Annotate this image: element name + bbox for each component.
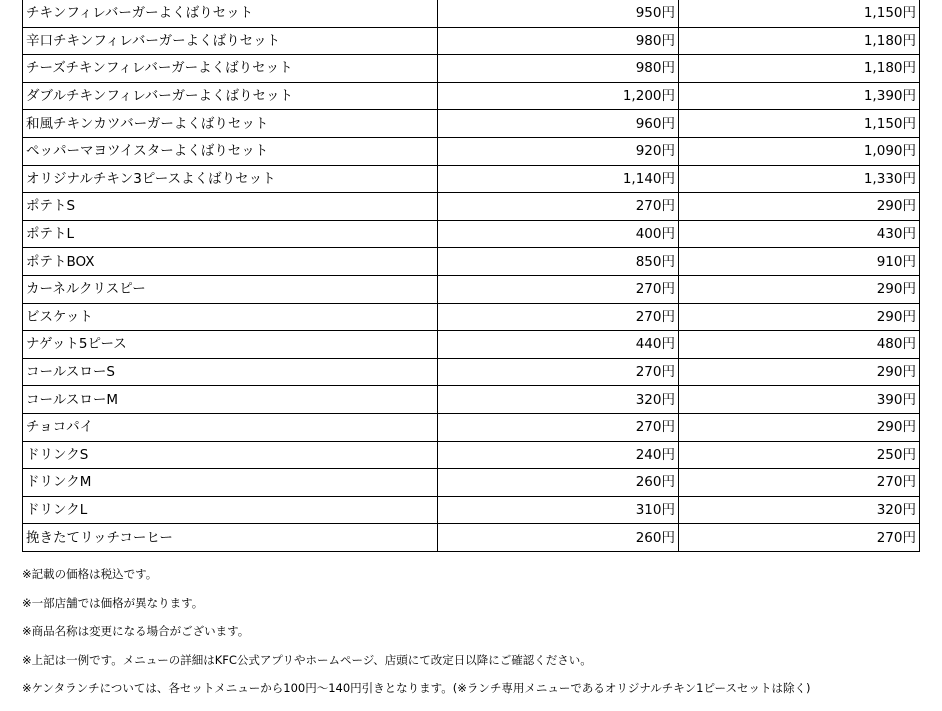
current-price-cell: 270円 xyxy=(438,275,679,303)
current-price-cell: 980円 xyxy=(438,55,679,83)
table-row xyxy=(23,82,920,110)
table-row xyxy=(23,27,920,55)
current-price-cell: 270円 xyxy=(438,193,679,221)
new-price-cell: 1,150円 xyxy=(679,0,920,27)
new-price-cell: 250円 xyxy=(679,441,920,469)
table-row xyxy=(23,441,920,469)
table-row xyxy=(23,220,920,248)
new-price-cell: 1,330円 xyxy=(679,165,920,193)
current-price-cell: 310円 xyxy=(438,496,679,524)
table-row xyxy=(23,110,920,138)
new-price-cell: 910円 xyxy=(679,248,920,276)
new-price-cell: 1,180円 xyxy=(679,55,920,83)
item-name-cell: ペッパーマヨツイスターよくばりセット xyxy=(23,137,438,165)
new-price-cell: 270円 xyxy=(679,469,920,497)
table-row xyxy=(23,524,920,552)
table-row xyxy=(23,137,920,165)
price-table xyxy=(22,0,920,552)
new-price-cell: 290円 xyxy=(679,193,920,221)
current-price-cell: 400円 xyxy=(438,220,679,248)
price-table-body xyxy=(23,0,920,551)
table-row xyxy=(23,469,920,497)
current-price-cell: 1,200円 xyxy=(438,82,679,110)
item-name-cell: カーネルクリスピー xyxy=(23,275,438,303)
current-price-cell: 1,140円 xyxy=(438,165,679,193)
item-name-cell: ポテトL xyxy=(23,220,438,248)
item-name-cell: オリジナルチキン3ピースよくばりセット xyxy=(23,165,438,193)
note-lunch-discount: ※ケンタランチについては、各セットメニューから100円～140円引きとなります。(※ランチ専用メニューであるオリジナルチキン1ピースセットは除く) xyxy=(22,681,811,696)
current-price-cell: 950円 xyxy=(438,0,679,27)
table-row xyxy=(23,193,920,221)
note-store-prices-vary: ※一部店舗では価格が異なります。 xyxy=(22,595,204,610)
new-price-cell: 270円 xyxy=(679,524,920,552)
item-name-cell: チキンフィレバーガーよくばりセット xyxy=(23,0,438,27)
current-price-cell: 240円 xyxy=(438,441,679,469)
new-price-cell: 320円 xyxy=(679,496,920,524)
current-price-cell: 270円 xyxy=(438,358,679,386)
table-row xyxy=(23,275,920,303)
current-price-cell: 440円 xyxy=(438,331,679,359)
current-price-cell: 260円 xyxy=(438,469,679,497)
table-row xyxy=(23,331,920,359)
note-example-only: ※上記は一例です。メニューの詳細はKFC公式アプリやホームページ、店頭にて改定日以降にご確認ください。 xyxy=(22,652,592,667)
item-name-cell: 和風チキンカツバーガーよくばりセット xyxy=(23,110,438,138)
item-name-cell: チョコパイ xyxy=(23,413,438,441)
note-name-may-change: ※商品名称は変更になる場合がございます。 xyxy=(22,624,250,639)
current-price-cell: 850円 xyxy=(438,248,679,276)
table-row xyxy=(23,496,920,524)
table-row xyxy=(23,0,920,27)
table-row xyxy=(23,413,920,441)
item-name-cell: ポテトBOX xyxy=(23,248,438,276)
new-price-cell: 290円 xyxy=(679,413,920,441)
item-name-cell: チーズチキンフィレバーガーよくばりセット xyxy=(23,55,438,83)
table-row xyxy=(23,303,920,331)
current-price-cell: 960円 xyxy=(438,110,679,138)
new-price-cell: 1,150円 xyxy=(679,110,920,138)
current-price-cell: 270円 xyxy=(438,413,679,441)
new-price-cell: 430円 xyxy=(679,220,920,248)
current-price-cell: 920円 xyxy=(438,137,679,165)
table-row xyxy=(23,358,920,386)
table-row xyxy=(23,386,920,414)
new-price-cell: 290円 xyxy=(679,275,920,303)
note-tax-included: ※記載の価格は税込です。 xyxy=(22,567,158,581)
new-price-cell: 290円 xyxy=(679,303,920,331)
item-name-cell: ドリンクL xyxy=(23,496,438,524)
item-name-cell: 挽きたてリッチコーヒー xyxy=(23,524,438,552)
current-price-cell: 980円 xyxy=(438,27,679,55)
item-name-cell: ダブルチキンフィレバーガーよくばりセット xyxy=(23,82,438,110)
current-price-cell: 270円 xyxy=(438,303,679,331)
item-name-cell: コールスローS xyxy=(23,358,438,386)
notes-section xyxy=(22,560,932,703)
new-price-cell: 1,180円 xyxy=(679,27,920,55)
item-name-cell: ナゲット5ピース xyxy=(23,331,438,359)
table-row xyxy=(23,248,920,276)
new-price-cell: 390円 xyxy=(679,386,920,414)
table-row xyxy=(23,55,920,83)
new-price-cell: 480円 xyxy=(679,331,920,359)
table-row xyxy=(23,165,920,193)
new-price-cell: 1,090円 xyxy=(679,137,920,165)
item-name-cell: コールスローM xyxy=(23,386,438,414)
item-name-cell: ドリンクS xyxy=(23,441,438,469)
item-name-cell: ポテトS xyxy=(23,193,438,221)
item-name-cell: ドリンクM xyxy=(23,469,438,497)
current-price-cell: 320円 xyxy=(438,386,679,414)
new-price-cell: 290円 xyxy=(679,358,920,386)
item-name-cell: 辛口チキンフィレバーガーよくばりセット xyxy=(23,27,438,55)
new-price-cell: 1,390円 xyxy=(679,82,920,110)
item-name-cell: ビスケット xyxy=(23,303,438,331)
current-price-cell: 260円 xyxy=(438,524,679,552)
